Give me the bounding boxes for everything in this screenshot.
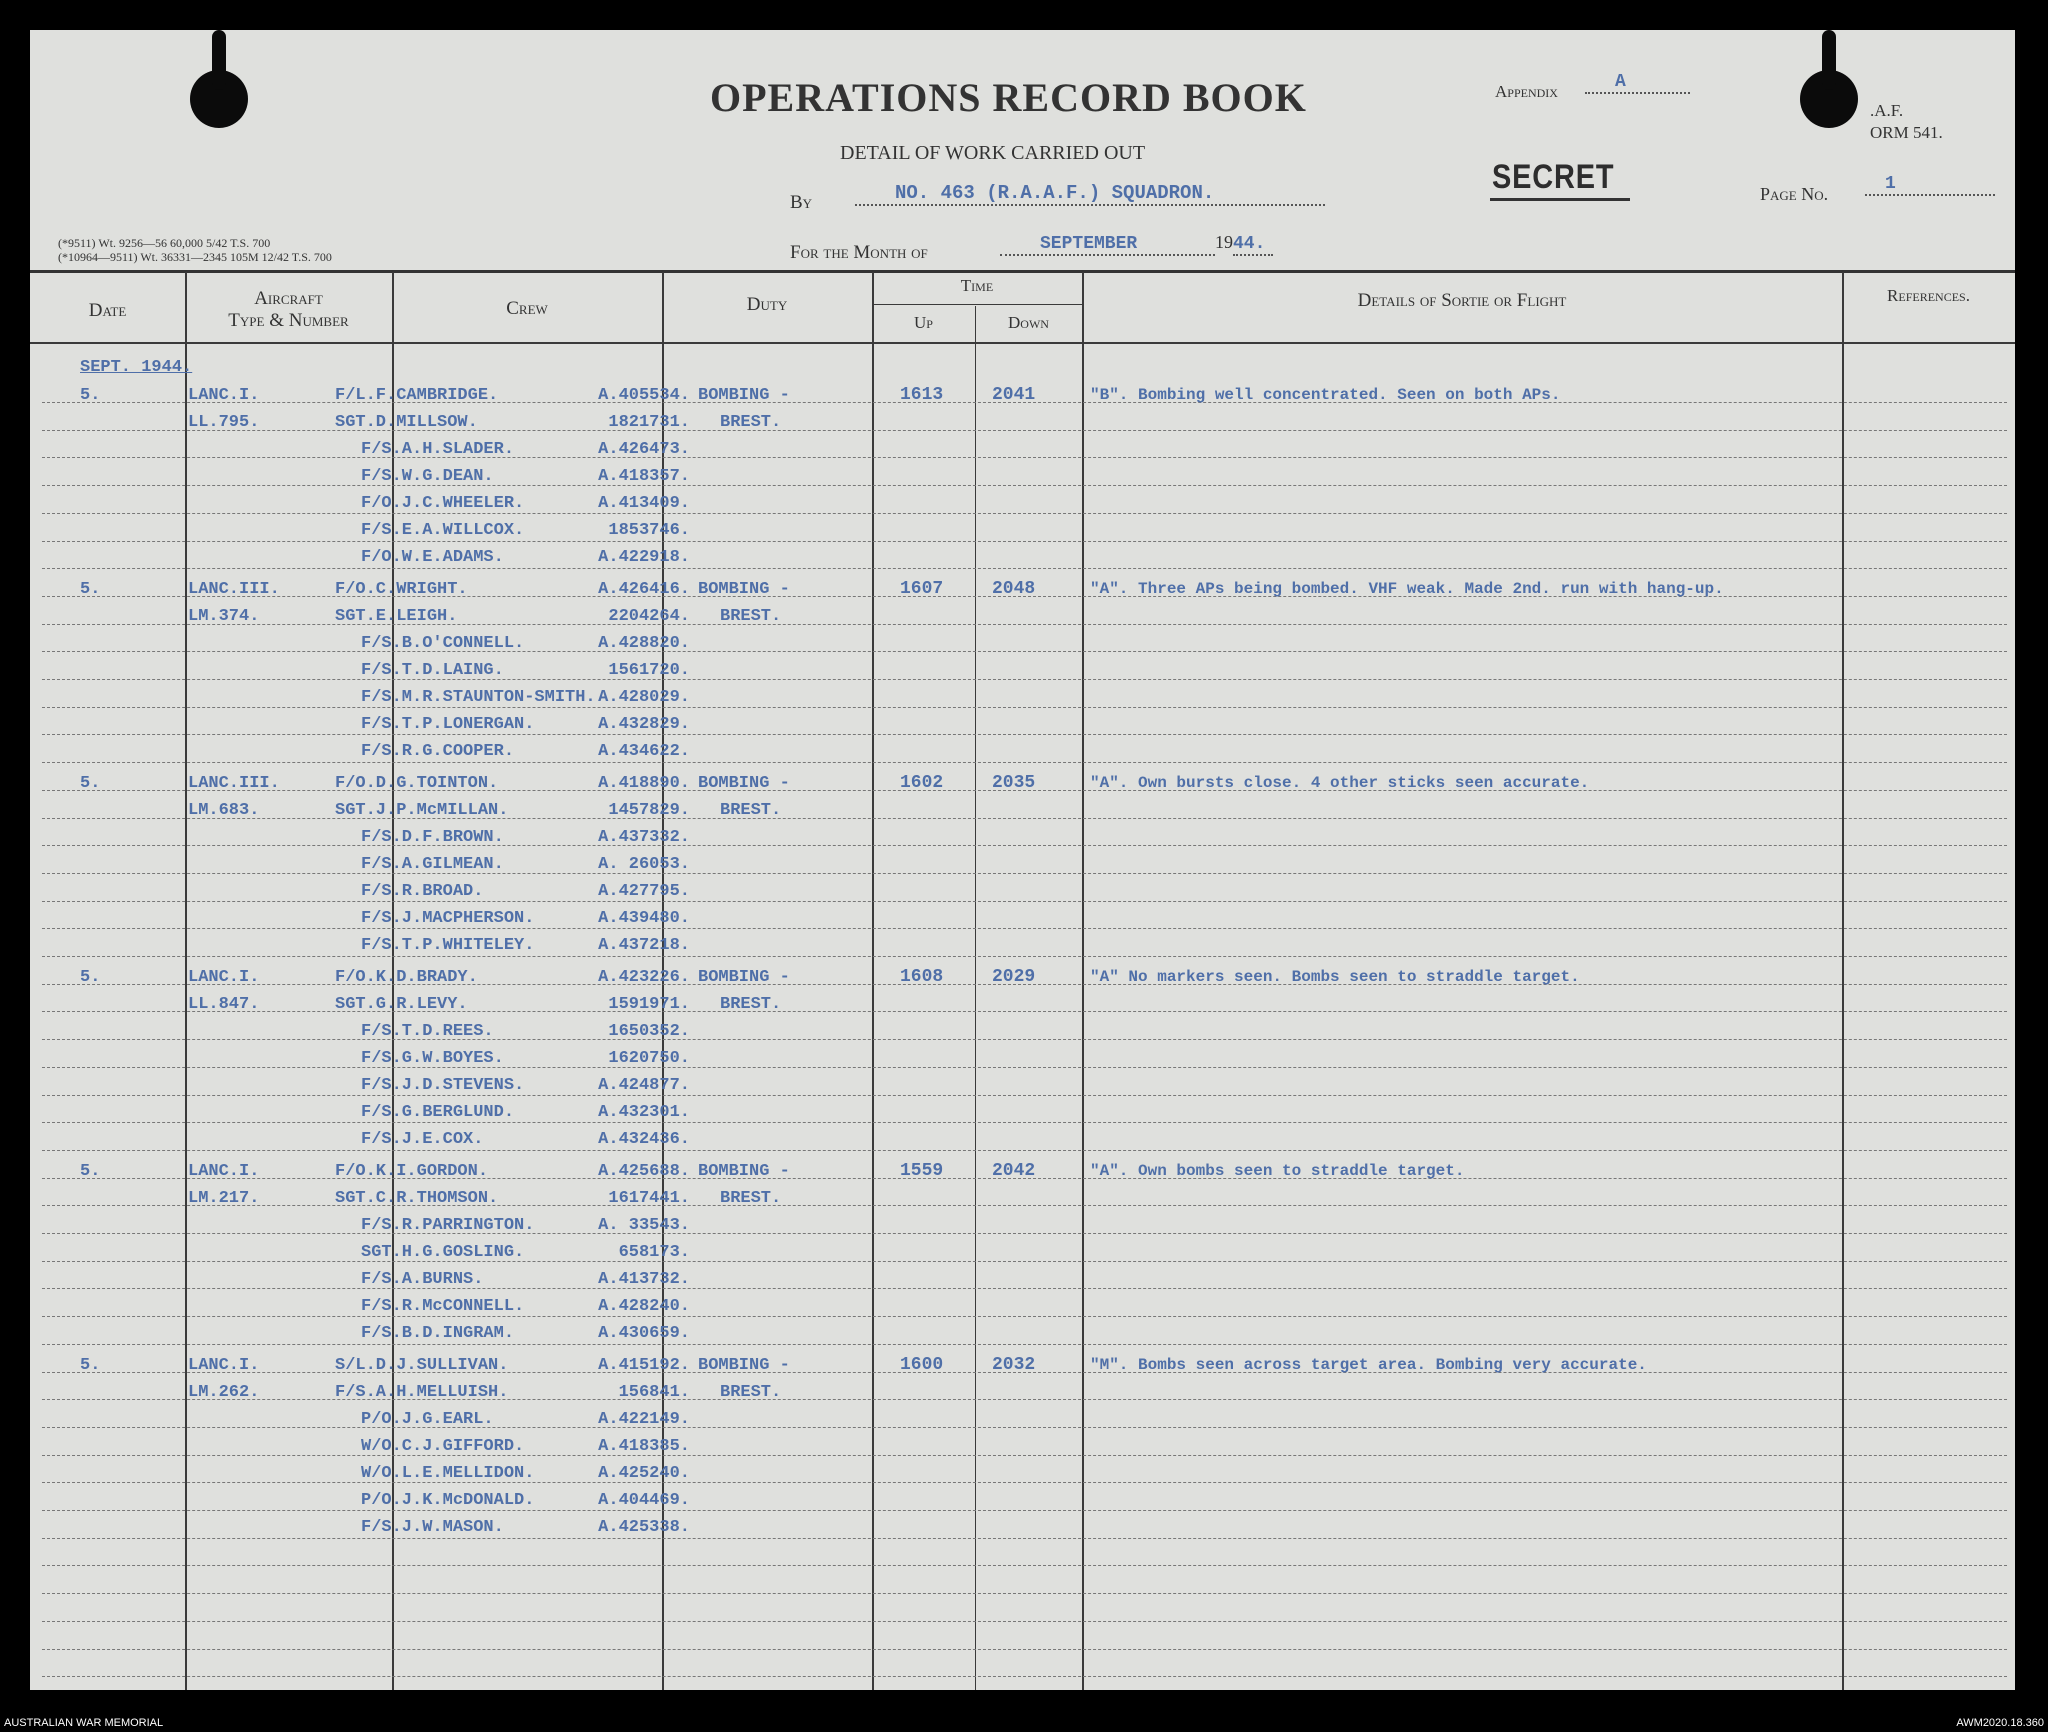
crew-service-number: A.418385. [598, 1437, 690, 1456]
entry-crew-numbers [570, 770, 690, 959]
entry-date: 5. [80, 774, 101, 793]
duty-target: BREST. [720, 801, 782, 820]
aircraft-number: LL.795. [188, 413, 260, 432]
crew-member-name: F/S.J.MACPHERSON. [361, 909, 535, 928]
crew-service-number: A.434622. [598, 742, 690, 761]
entry-duty [698, 382, 790, 436]
month-label: For the Month of [790, 242, 928, 263]
crew-member-name: P/O.J.G.EARL. [361, 1410, 494, 1429]
col-header-crew: Crew [506, 298, 548, 319]
entry-time-down: 2041 [992, 385, 1036, 405]
crew-service-number: A.405534. [598, 386, 690, 405]
aircraft-number: LM.683. [188, 801, 260, 820]
col-header-date: Date [88, 300, 127, 321]
col-header-down: Down [1008, 313, 1049, 332]
aircraft-type: LANC.I. [188, 1162, 260, 1181]
page-value: 1 [1865, 174, 1995, 196]
col-header-up: Up [914, 313, 933, 332]
crew-member-name: F/S.A.H.MELLUISH. [335, 1383, 509, 1402]
entry-time-up: 1613 [900, 385, 944, 405]
by-label: By [790, 192, 813, 213]
appendix-value: A [1585, 72, 1690, 94]
crew-service-number: A.425338. [598, 1518, 690, 1537]
duty-target: BREST. [720, 1189, 782, 1208]
punch-hole-right [1800, 70, 1858, 128]
entry-time-up: 1607 [900, 579, 944, 599]
aircraft-type: LANC.I. [188, 968, 260, 987]
crew-service-number: A.423226. [598, 968, 690, 987]
entry-time-down: 2029 [992, 967, 1036, 987]
year-value: 44. [1233, 234, 1273, 256]
crew-service-number: A. 33543. [598, 1216, 690, 1235]
month-field [1000, 232, 1273, 256]
aircraft-number: LM.262. [188, 1383, 260, 1402]
form-line-2: ORM 541. [1870, 123, 1943, 142]
crew-service-number: A.437332. [598, 828, 690, 847]
entry-crew-numbers [570, 382, 690, 571]
entry-details: "A". Three APs being bombed. VHF weak. Made 2nd. run with hang-up. [1090, 580, 1724, 598]
secret-underline [1490, 198, 1630, 201]
col-header-time: Time [960, 276, 994, 295]
entry-time-down: 2048 [992, 579, 1036, 599]
duty-target: BREST. [720, 413, 782, 432]
crew-member-name: F/S.T.D.LAING. [361, 661, 504, 680]
duty-target: BREST. [720, 607, 782, 626]
crew-member-name: F/S.T.P.LONERGAN. [361, 715, 535, 734]
crew-service-number: A.413732. [598, 1270, 690, 1289]
crew-member-name: F/S.J.W.MASON. [361, 1518, 504, 1537]
squadron-value: NO. 463 (R.A.A.F.) SQUADRON. [855, 182, 1325, 206]
table-top-rule [30, 270, 2015, 273]
crew-member-name: F/O.K.I.GORDON. [335, 1162, 489, 1181]
crew-member-name: F/S.E.A.WILLCOX. [361, 521, 525, 540]
crew-member-name: F/S.B.D.INGRAM. [361, 1324, 515, 1343]
entry-details: "M". Bombs seen across target area. Bombing very accurate. [1090, 1356, 1647, 1374]
duty-type: BOMBING - [698, 774, 790, 793]
crew-service-number: A.428820. [598, 634, 690, 653]
crew-service-number: A.422149. [598, 1410, 690, 1429]
crew-member-name: W/O.C.J.GIFFORD. [361, 1437, 525, 1456]
section-date: SEPT. 1944. [80, 358, 193, 377]
crew-member-name: SGT.H.G.GOSLING. [361, 1243, 525, 1262]
entry-crew-names [215, 382, 524, 571]
entry-details: "A". Own bombs seen to straddle target. [1090, 1162, 1465, 1180]
print-code [58, 236, 332, 264]
aircraft-number: LM.374. [188, 607, 260, 626]
crew-service-number: A.437218. [598, 936, 690, 955]
duty-target: BREST. [720, 995, 782, 1014]
crew-member-name: F/L.F.CAMBRIDGE. [335, 386, 499, 405]
col-header-aircraft-2: Type & Number [228, 310, 349, 331]
crew-member-name: SGT.G.R.LEVY. [335, 995, 468, 1014]
entry-details: "A" No markers seen. Bombs seen to straddle target. [1090, 968, 1580, 986]
crew-member-name: F/S.T.P.WHITELEY. [361, 936, 535, 955]
entry-time-down: 2035 [992, 773, 1036, 793]
crew-member-name: F/S.R.PARRINGTON. [361, 1216, 535, 1235]
page-title: OPERATIONS RECORD BOOK [710, 75, 1307, 120]
crew-service-number: A.424877. [598, 1076, 690, 1095]
duty-type: BOMBING - [698, 1162, 790, 1181]
crew-member-name: SGT.C.R.THOMSON. [335, 1189, 499, 1208]
crew-member-name: F/S.A.H.SLADER. [361, 440, 515, 459]
crew-member-name: F/S.R.BROAD. [361, 882, 484, 901]
crew-member-name: F/S.D.F.BROWN. [361, 828, 504, 847]
entry-date: 5. [80, 1356, 101, 1375]
entry-date: 5. [80, 386, 101, 405]
crew-service-number: A.415192. [598, 1356, 690, 1375]
crew-service-number: 1620750. [608, 1049, 690, 1068]
ruled-line [42, 1676, 2007, 1677]
by-field [855, 182, 1325, 206]
duty-type: BOMBING - [698, 580, 790, 599]
crew-member-name: F/O.C.WRIGHT. [335, 580, 468, 599]
entry-date: 5. [80, 968, 101, 987]
crew-member-name: F/O.D.G.TOINTON. [335, 774, 499, 793]
crew-service-number: A.418357. [598, 467, 690, 486]
time-sub-rule [872, 304, 1082, 305]
crew-member-name: F/S.A.GILMEAN. [361, 855, 504, 874]
crew-service-number: A.432301. [598, 1103, 690, 1122]
appendix-field [1585, 72, 1690, 94]
crew-member-name: F/S.B.O'CONNELL. [361, 634, 525, 653]
crew-service-number: 1821731. [608, 413, 690, 432]
record-sheet [30, 30, 2015, 1690]
entry-duty [698, 964, 790, 1018]
crew-service-number: A.425688. [598, 1162, 690, 1181]
entry-time-up: 1608 [900, 967, 944, 987]
crew-member-name: SGT.J.P.McMILLAN. [335, 801, 509, 820]
crew-member-name: F/O.J.C.WHEELER. [361, 494, 525, 513]
duty-type: BOMBING - [698, 968, 790, 987]
crew-service-number: 1591971. [608, 995, 690, 1014]
entry-duty [698, 1352, 790, 1406]
ruled-line [42, 1593, 2007, 1594]
form-number [1870, 100, 1943, 144]
page-label: Page No. [1760, 184, 1829, 204]
crew-member-name: W/O.L.E.MELLIDON. [361, 1464, 535, 1483]
crew-member-name: F/O.W.E.ADAMS. [361, 548, 504, 567]
aircraft-type: LANC.III. [188, 580, 280, 599]
crew-service-number: 1617441. [608, 1189, 690, 1208]
entry-details: "A". Own bursts close. 4 other sticks seen accurate. [1090, 774, 1590, 792]
entry-time-down: 2032 [992, 1355, 1036, 1375]
crew-member-name: F/S.M.R.STAUNTON-SMITH. [361, 688, 596, 707]
ruled-line [42, 1649, 2007, 1650]
crew-service-number: A.426473. [598, 440, 690, 459]
entry-crew-numbers [570, 1158, 690, 1347]
crew-service-number: A.404469. [598, 1491, 690, 1510]
punch-hole-left [190, 70, 248, 128]
aircraft-type: LANC.I. [188, 1356, 260, 1375]
crew-member-name: SGT.E.LEIGH. [335, 607, 458, 626]
crew-member-name: F/S.G.W.BOYES. [361, 1049, 504, 1068]
crew-service-number: 1853746. [608, 521, 690, 540]
entry-crew-names [215, 1352, 534, 1541]
entry-time-up: 1600 [900, 1355, 944, 1375]
crew-member-name: F/S.A.BURNS. [361, 1270, 484, 1289]
year-prefix: 19 [1215, 232, 1233, 252]
col-header-aircraft-1: Aircraft [254, 288, 323, 309]
entry-duty [698, 576, 790, 630]
header-bottom-rule [30, 342, 2015, 344]
crew-service-number: A.432436. [598, 1130, 690, 1149]
duty-type: BOMBING - [698, 1356, 790, 1375]
form-line-1: .A.F. [1870, 101, 1904, 120]
col-header-aircraft [185, 288, 392, 332]
aircraft-number: LL.847. [188, 995, 260, 1014]
crew-member-name: SGT.D.MILLSOW. [335, 413, 478, 432]
crew-service-number: A.418890. [598, 774, 690, 793]
duty-type: BOMBING - [698, 386, 790, 405]
crew-service-number: A.428029. [598, 688, 690, 707]
secret-stamp: SECRET [1492, 158, 1615, 196]
entry-duty [698, 1158, 790, 1212]
ruled-line [42, 1565, 2007, 1566]
entry-crew-numbers [570, 576, 690, 765]
crew-service-number: A.428240. [598, 1297, 690, 1316]
ruled-line [42, 1621, 2007, 1622]
crew-member-name: F/S.T.D.REES. [361, 1022, 494, 1041]
entry-time-down: 2042 [992, 1161, 1036, 1181]
crew-member-name: F/S.J.D.STEVENS. [361, 1076, 525, 1095]
crew-service-number: 156841. [618, 1383, 690, 1402]
footer-right: AWM2020.18.360 [1956, 1717, 2044, 1729]
month-value: SEPTEMBER [1000, 234, 1215, 256]
crew-service-number: 1457829. [608, 801, 690, 820]
crew-service-number: A.427795. [598, 882, 690, 901]
col-header-duty: Duty [746, 294, 788, 315]
crew-service-number: A. 26053. [598, 855, 690, 874]
crew-member-name: F/S.J.E.COX. [361, 1130, 484, 1149]
crew-service-number: A.430659. [598, 1324, 690, 1343]
crew-service-number: A.426416. [598, 580, 690, 599]
col-header-details: Details of Sortie or Flight [1357, 290, 1567, 311]
crew-service-number: A.413409. [598, 494, 690, 513]
crew-service-number: A.425240. [598, 1464, 690, 1483]
crew-member-name: F/O.K.D.BRADY. [335, 968, 478, 987]
col-header-references: References. [1887, 286, 1970, 305]
print-code-line-2: (*10964—9511) Wt. 36331—2345 105M 12/42 T.S. 700 [58, 250, 332, 264]
entry-crew-numbers [570, 964, 690, 1153]
entry-details: "B". Bombing well concentrated. Seen on both APs. [1090, 386, 1561, 404]
duty-target: BREST. [720, 1383, 782, 1402]
crew-member-name: F/S.W.G.DEAN. [361, 467, 494, 486]
entry-crew-numbers [570, 1352, 690, 1541]
entry-crew-names [215, 964, 524, 1153]
crew-service-number: A.422918. [598, 548, 690, 567]
crew-service-number: 1650352. [608, 1022, 690, 1041]
aircraft-number: LM.217. [188, 1189, 260, 1208]
crew-member-name: F/S.G.BERGLUND. [361, 1103, 515, 1122]
crew-service-number: 1561720. [608, 661, 690, 680]
crew-service-number: A.432829. [598, 715, 690, 734]
page-field [1865, 174, 1995, 196]
footer-left: AUSTRALIAN WAR MEMORIAL [4, 1717, 164, 1729]
entry-duty [698, 770, 790, 824]
crew-member-name: F/S.R.G.COOPER. [361, 742, 515, 761]
entry-time-up: 1559 [900, 1161, 944, 1181]
crew-member-name: S/L.D.J.SULLIVAN. [335, 1356, 509, 1375]
appendix-label: Appendix [1495, 82, 1558, 101]
entry-date: 5. [80, 1162, 101, 1181]
crew-service-number: 2204264. [608, 607, 690, 626]
entry-crew-names [215, 576, 596, 765]
aircraft-type: LANC.I. [188, 386, 260, 405]
print-code-line-1: (*9511) Wt. 9256—56 60,000 5/42 T.S. 700 [58, 236, 271, 250]
aircraft-type: LANC.III. [188, 774, 280, 793]
entry-crew-names [215, 1158, 534, 1347]
entry-crew-names [215, 770, 534, 959]
crew-member-name: P/O.J.K.McDONALD. [361, 1491, 535, 1510]
entry-time-up: 1602 [900, 773, 944, 793]
subtitle: DETAIL OF WORK CARRIED OUT [840, 142, 1146, 164]
crew-service-number: A.439480. [598, 909, 690, 928]
crew-service-number: 658173. [618, 1243, 690, 1262]
crew-member-name: F/S.R.McCONNELL. [361, 1297, 525, 1316]
entry-date: 5. [80, 580, 101, 599]
